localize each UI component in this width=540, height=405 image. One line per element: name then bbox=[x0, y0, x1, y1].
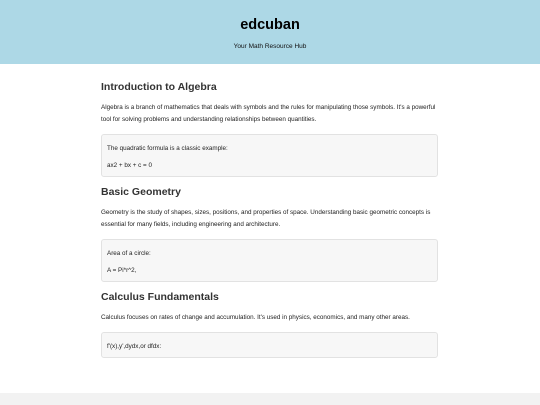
section-geometry bbox=[101, 185, 438, 282]
example-line: The quadratic formula is a classic example: bbox=[107, 145, 228, 152]
main-content bbox=[101, 64, 438, 358]
site-tagline: Your Math Resource Hub bbox=[233, 43, 307, 50]
example-box bbox=[101, 332, 438, 358]
section-text: Calculus focuses on rates of change and accumulation. It's used in physics, economics, and many other areas. bbox=[101, 314, 410, 321]
section-title: Basic Geometry bbox=[101, 186, 181, 198]
footer-strip bbox=[0, 393, 540, 405]
example-line: f'(x),y',dydx,or dfdx: bbox=[107, 343, 162, 350]
example-line: Area of a circle: bbox=[107, 250, 151, 257]
example-line: A = Pi*r^2, bbox=[107, 267, 137, 274]
site-header bbox=[0, 0, 540, 64]
section-title: Introduction to Algebra bbox=[101, 81, 217, 93]
example-box bbox=[101, 239, 438, 282]
section-text: Algebra is a branch of mathematics that deals with symbols and the rules for manipulating those symbols. It's a powerful tool for solving problems and understanding relationships between quantities. bbox=[101, 104, 436, 123]
section-calculus bbox=[101, 290, 438, 358]
section-text: Geometry is the study of shapes, sizes, positions, and properties of space. Understanding basic geometric concepts is essential for many fields, including engineering and architecture. bbox=[101, 209, 431, 228]
site-title: edcuban bbox=[240, 17, 300, 33]
example-line: ax2 + bx + c = 0 bbox=[107, 162, 152, 169]
example-box bbox=[101, 134, 438, 177]
section-title: Calculus Fundamentals bbox=[101, 291, 219, 303]
section-algebra bbox=[101, 80, 438, 177]
